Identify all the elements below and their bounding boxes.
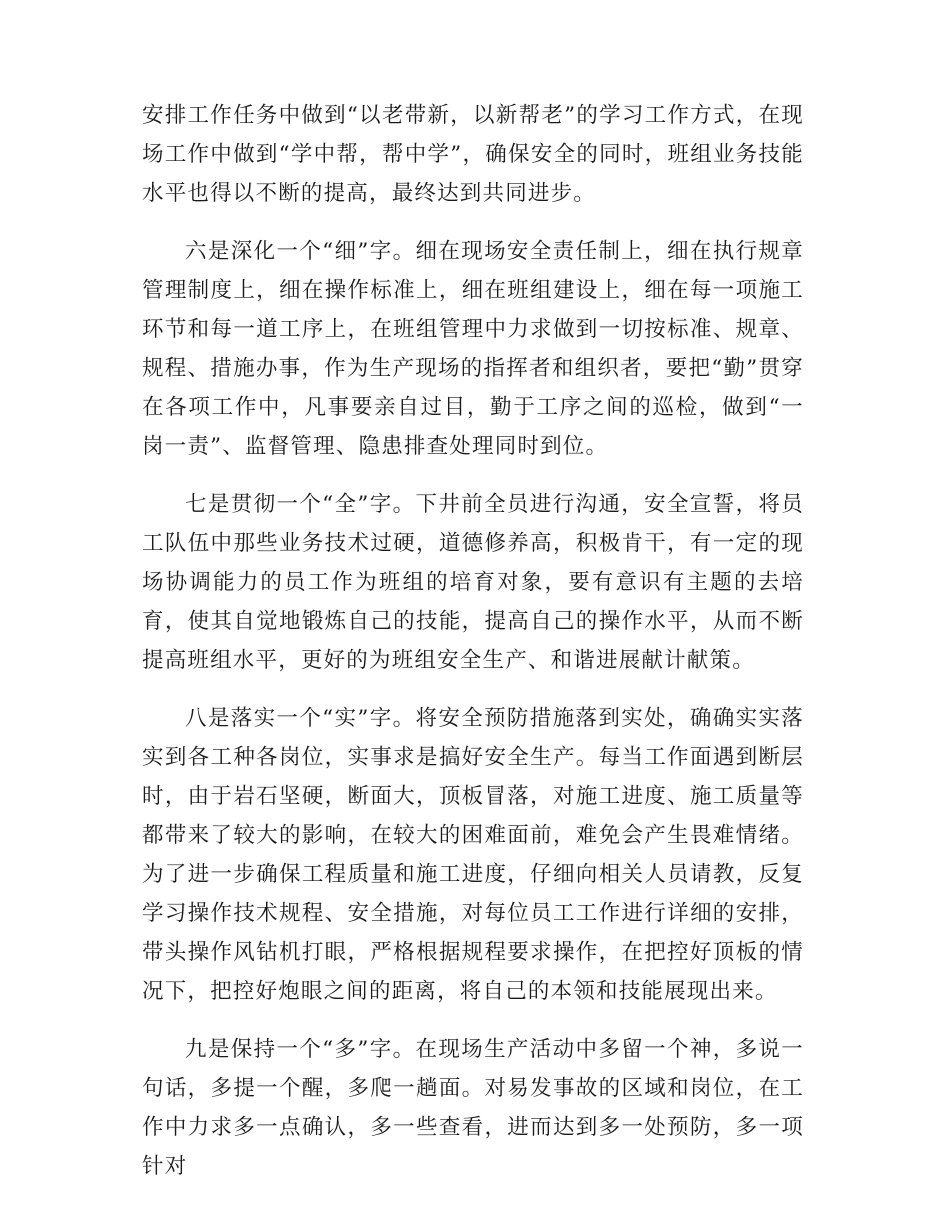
paragraph-point-six: 六是深化一个“细”字。细在现场安全责任制上，细在执行规章管理制度上，细在操作标准上，细在班组建设上，细在每一项施工环节和每一道工序上，在班组管理中力求做到一切按标准、规章、规程、措施办事，作为生产现场的指挥者和组织者，要把“勤”贯穿在各项工作中，凡事要亲自过目，勤于工序之间的巡检，做到“一岗一责”、监督管理、隐患排查处理同时到位。 — [142, 239, 804, 459]
paragraph-point-eight: 八是落实一个“实”字。将安全预防措施落到实处，确确实实落实到各工种各岗位，实事求是搞好安全生产。每当工作面遇到断层时，由于岩石坚硬，断面大，顶板冒落，对施工进度、施工质量等都带来了较大的影响，在较大的困难面前，难免会产生畏难情绪。为了进一步确保工程质量和施工进度，仔细向相关人员请教，反复学习操作技术规程、安全措施，对每位员工工作进行详细的安排，带头操作风钻机打眼，严格根据规程要求操作，在把控好顶板的情况下，把控好炮眼之间的距离，将自己的本领和技能展现出来。 — [142, 706, 804, 1004]
paragraph-point-nine: 九是保持一个“多”字。在现场生产活动中多留一个神，多说一句话，多提一个醒，多爬一趟面。对易发事故的区域和岗位，在工作中力求多一点确认，多一些查看，进而达到多一处预防，多一项针对 — [142, 1037, 804, 1179]
paragraph-continuation: 安排工作任务中做到“以老带新，以新帮老”的学习工作方式，在现场工作中做到“学中帮，帮中学”，确保安全的同时，班组业务技能水平也得以不断的提高，最终达到共同进步。 — [142, 103, 804, 206]
document-page — [142, 96, 804, 1205]
paragraph-point-seven: 七是贯彻一个“全”字。下井前全员进行沟通，安全宣誓，将员工队伍中那些业务技术过硬，道德修养高，积极肯干，有一定的现场协调能力的员工作为班组的培育对象，要有意识有主题的去培育，使其自觉地锻炼自己的技能，提高自己的操作水平，从而不断提高班组水平，更好的为班组安全生产、和谐进展献计献策。 — [142, 492, 804, 673]
